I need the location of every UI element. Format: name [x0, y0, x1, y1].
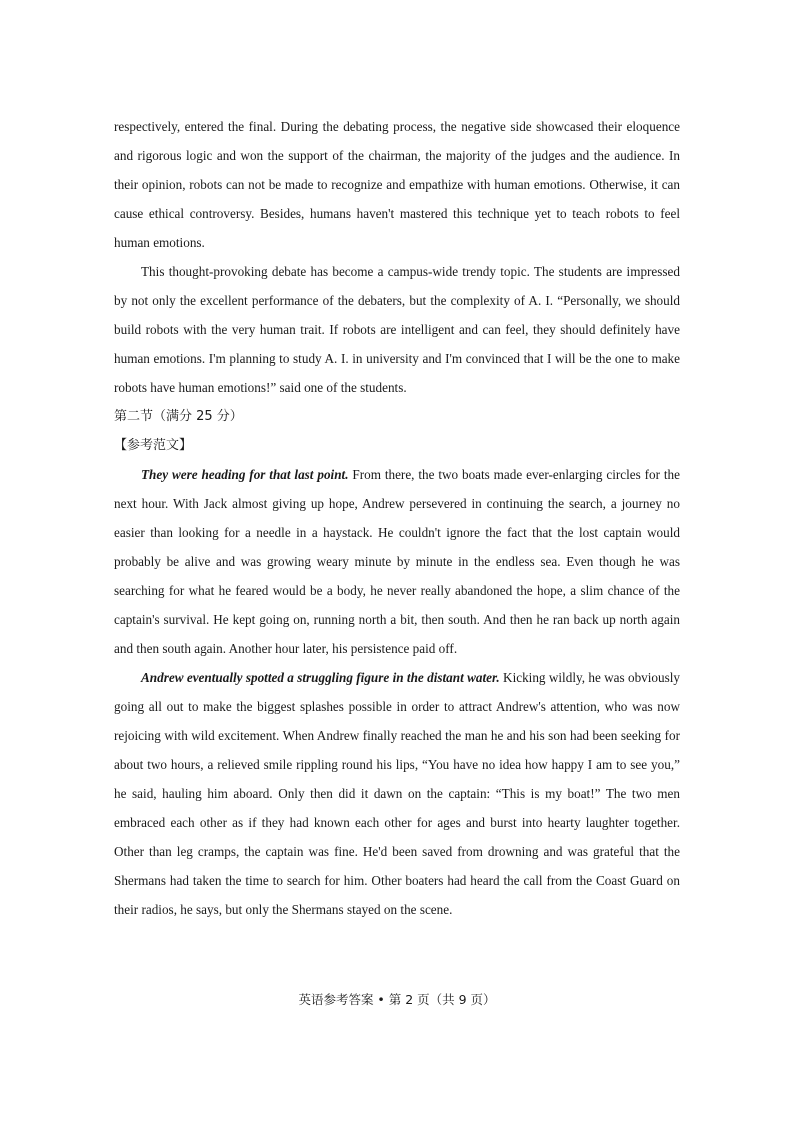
answer-content: [114, 112, 680, 924]
paragraph-debate-reaction: This thought-provoking debate has become a campus-wide trendy topic. The students are impressed by not only the excellent performance of the debaters, but the complexity of A. I. “Personally, we should build robots with the very human trait. If robots are intelligent and can feel, they should definitely have human emotions. I'm planning to study A. I. in university and I'm convinced that I will be the one to make robots have human emotions!” said one of the students.: [114, 264, 680, 395]
page-footer: 英语参考答案 • 第 2 页（共 9 页）: [298, 992, 496, 1007]
paragraph-body: Kicking wildly, he was obviously going all out to make the biggest splashes possible in order to attract Andrew's attention, who was now rejoicing with wild excitement. When Andrew finally reached the man he and his son had been seeking for about two hours, a relieved smile rippling round his lips, “You have no idea how happy I am to see you,” he said, hauling him aboard. Only then did it dawn on the captain: “This is my boat!” The two men embraced each other as if they had known each other for ages and burst into hearty laughter together. Other than leg cramps, the captain was fine. He'd been saved from drowning and was grateful that the Shermans had taken the time to search for him. Other boaters had heard the call from the Coast Guard on their radios, he says, but only the Shermans stayed on the scene.: [114, 670, 681, 917]
paragraph-debate-result: respectively, entered the final. During the debating process, the negative side showcased their eloquence and rigorous logic and won the support of the chairman, the majority of the judges and the audience. In their opinion, robots can not be made to recognize and empathize with human emotions. Otherwise, it can cause ethical controversy. Besides, humans haven't mastered this technique yet to teach robots to feel human emotions.: [114, 119, 680, 250]
paragraph-lead-sentence: They were heading for that last point.: [141, 467, 349, 482]
reference-essay-label: 【参考范文】: [114, 438, 193, 453]
paragraph-rescue: [114, 663, 680, 924]
section-heading: 第二节（满分 25 分）: [114, 409, 243, 424]
paragraph-search: [114, 460, 680, 663]
paragraph-lead-sentence: Andrew eventually spotted a struggling figure in the distant water.: [141, 670, 500, 685]
paragraph-body: From there, the two boats made ever-enlarging circles for the next hour. With Jack almost giving up hope, Andrew persevered in continuing the search, a journey no easier than looking for a needle in a haystack. He couldn't ignore the fact that the lost captain would probably be alive and was growing weary minute by minute in the endless sea. Even though he was searching for what he feared would be a body, he never really abandoned the hope, a slim chance of the captain's survival. He kept going on, running north a bit, then south. And then he ran back up north again and then south again. Another hour later, his persistence paid off.: [114, 467, 680, 656]
